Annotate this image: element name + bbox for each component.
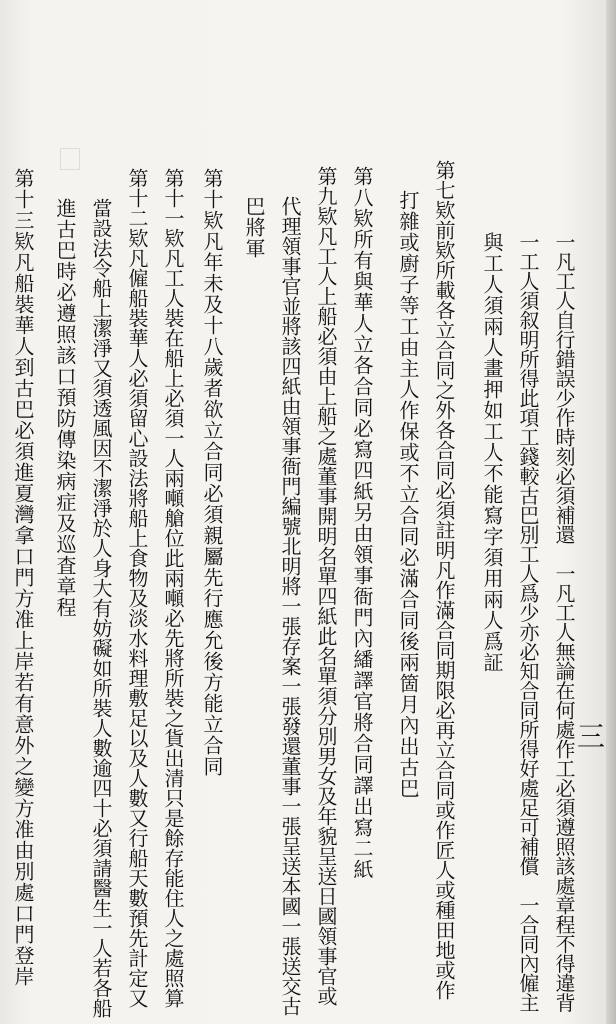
text-column-14: 進古巴時必遵照該口預防傳染病症及巡査章程 [53, 198, 77, 618]
book-spine-edge [606, 0, 616, 1024]
text-column-1: 一凡工人自行錯誤少作時刻必須補還 一凡工人無論在何處作工必須遵照該處章程不得違背 [552, 232, 576, 1012]
text-column-12: 第十二欵凡僱船裝華人必須留心設法將船上食物及淡水料理敷足以及人數又行船天數預先計定又 [125, 168, 149, 1008]
text-column-2: 一工人須叙明所得此項工錢較古巴別工人爲少亦必知合同所得好處足可補償 一合同內僱主 [516, 232, 540, 1012]
text-column-5: 打雜或廚子等工由主人作保或不立合同必滿合同後兩箇月內出古巴 [396, 190, 420, 799]
text-column-3: 與工人須兩人畫押如工人不能寫字須用兩人爲証 [480, 232, 504, 673]
text-column-7: 第九欵凡工人上船必須由上船之處董事開明名單四紙此名單須分別男女及年貌呈送日國領事官或 [314, 166, 338, 1006]
faded-stamp-mark [60, 148, 80, 170]
text-column-10: 第十欵凡年未及十八歲者欲立合同必須親屬先行應允後方能立合同 [200, 168, 224, 777]
text-column-6: 第八欵所有與華人立各合同必寫四紙另由領事衙門內繙譯官將合同譯出寫二紙 [350, 166, 374, 880]
text-column-13: 當設法令船上潔淨又須透風因不潔淨於人身大有妨礙如所裝人數逾四十必須請醫生一人若各船 [89, 198, 113, 1018]
text-column-8: 代理領事官並將該四紙由領事衙門編號北明將一張存案一張發還董事一張呈送本國一張送交古 [278, 196, 302, 1016]
text-column-15: 第十三欵凡船裝華人到古巴必須進夏灣拿口門方准上岸若有意外之變方准由別處口門登岸 [11, 168, 35, 987]
page-number-mark: 三 [577, 720, 606, 753]
text-column-9: 巴將軍 [242, 196, 266, 259]
text-column-4: 第七欵前欵所載各立合同之外各合同必須註明凡作滿合同期限必再立合同或作匠人或種田地或作 [432, 160, 456, 1000]
text-column-11: 第十一欵凡工人裝在船上必須一人兩噸艙位此兩噸必先將所裝之貨出清只是餘存能住人之處照算 [161, 168, 185, 1008]
